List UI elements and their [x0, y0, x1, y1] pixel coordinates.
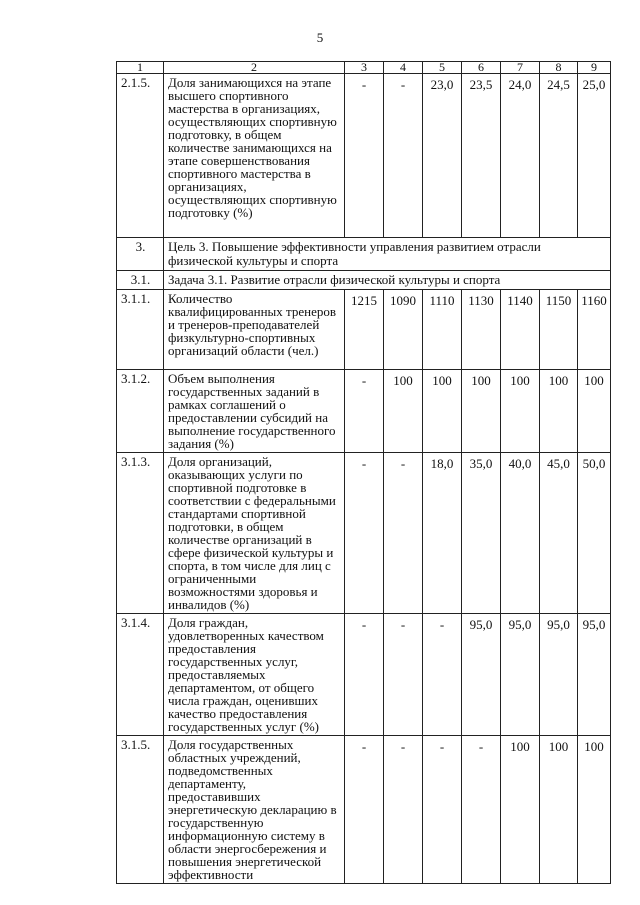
- header-cell: 5: [423, 62, 462, 74]
- value-cell: 100: [462, 370, 501, 453]
- value-cell: -: [384, 736, 423, 884]
- value-cell: 100: [540, 736, 578, 884]
- indicator-name: Доля граждан, удовлетворенных качеством предоставления государственных услуг, предоставляемых департаментом, от общего числа граждан, оценивших качество предоставления государственных услуг (%): [164, 614, 345, 736]
- header-cell: 9: [578, 62, 611, 74]
- value-cell: 100: [501, 370, 540, 453]
- row-number: 3.1.4.: [117, 614, 164, 736]
- value-cell: -: [384, 453, 423, 614]
- value-cell: 1160: [578, 290, 611, 370]
- page-number: 5: [316, 30, 324, 45]
- value-cell: 23,5: [462, 74, 501, 238]
- header-cell: 4: [384, 62, 423, 74]
- value-cell: 1150: [540, 290, 578, 370]
- value-cell: 100: [423, 370, 462, 453]
- value-cell: 1215: [345, 290, 384, 370]
- value-cell: -: [384, 614, 423, 736]
- indicator-name: Объем выполнения государственных заданий в рамках соглашений о предоставлении субсидий на выполнение государственного задания (%): [164, 370, 345, 453]
- indicator-name: Доля организаций, оказывающих услуги по спортивной подготовке в соответствии с федеральными стандартами спортивной подготовки, в общем количестве организаций в сфере физической культуры и спорта, в том числе для лиц с ограниченными возможностями здоровья и инвалидов (%): [164, 453, 345, 614]
- table-row: [117, 614, 611, 736]
- value-cell: 24,5: [540, 74, 578, 238]
- value-cell: 35,0: [462, 453, 501, 614]
- header-cell: 8: [540, 62, 578, 74]
- value-cell: 40,0: [501, 453, 540, 614]
- table-row: [117, 290, 611, 370]
- value-cell: 95,0: [462, 614, 501, 736]
- value-cell: -: [423, 614, 462, 736]
- table-row: [117, 453, 611, 614]
- value-cell: -: [345, 614, 384, 736]
- value-cell: 1090: [384, 290, 423, 370]
- table-row: [117, 370, 611, 453]
- row-number: 3.1.3.: [117, 453, 164, 614]
- value-cell: 95,0: [501, 614, 540, 736]
- value-cell: -: [345, 370, 384, 453]
- table-header-row: [117, 62, 611, 74]
- value-cell: 95,0: [578, 614, 611, 736]
- value-cell: 100: [578, 736, 611, 884]
- value-cell: 1140: [501, 290, 540, 370]
- header-cell: 2: [164, 62, 345, 74]
- indicator-name: Количество квалифицированных тренеров и тренеров-преподавателей физкультурно-спортивных организаций области (чел.): [164, 290, 345, 370]
- section-row: [117, 271, 611, 290]
- row-number: 3.1.2.: [117, 370, 164, 453]
- section-title: Задача 3.1. Развитие отрасли физической культуры и спорта: [164, 271, 611, 290]
- table-row: [117, 736, 611, 884]
- row-number: 3.1.1.: [117, 290, 164, 370]
- row-number: 2.1.5.: [117, 74, 164, 238]
- value-cell: 100: [384, 370, 423, 453]
- header-cell: 7: [501, 62, 540, 74]
- value-cell: -: [462, 736, 501, 884]
- row-number: 3.1.5.: [117, 736, 164, 884]
- value-cell: 100: [501, 736, 540, 884]
- value-cell: -: [345, 453, 384, 614]
- header-cell: 6: [462, 62, 501, 74]
- section-title: Цель 3. Повышение эффективности управления развитием отрасли физической культуры и спорта: [164, 238, 611, 271]
- value-cell: 25,0: [578, 74, 611, 238]
- header-cell: 1: [117, 62, 164, 74]
- value-cell: 24,0: [501, 74, 540, 238]
- row-number: 3.: [117, 238, 164, 271]
- value-cell: 18,0: [423, 453, 462, 614]
- value-cell: 1130: [462, 290, 501, 370]
- value-cell: -: [423, 736, 462, 884]
- value-cell: -: [384, 74, 423, 238]
- table-row: [117, 74, 611, 238]
- value-cell: 100: [540, 370, 578, 453]
- value-cell: 45,0: [540, 453, 578, 614]
- value-cell: 95,0: [540, 614, 578, 736]
- indicator-name: Доля занимающихся на этапе высшего спортивного мастерства в организациях, осуществляющих спортивную подготовку, в общем количестве занимающихся на этапе совершенствования спортивного мастерства в организациях, осуществляющих спортивную подготовку (%): [164, 74, 345, 238]
- value-cell: 100: [578, 370, 611, 453]
- indicator-name: Доля государственных областных учреждений, подведомственных департаменту, предоставивших энергетическую декларацию в государственную информационную систему в области энергосбережения и повышения энергетической эффективности: [164, 736, 345, 884]
- value-cell: 50,0: [578, 453, 611, 614]
- section-row: [117, 238, 611, 271]
- value-cell: 23,0: [423, 74, 462, 238]
- value-cell: -: [345, 736, 384, 884]
- value-cell: 1110: [423, 290, 462, 370]
- value-cell: -: [345, 74, 384, 238]
- indicators-table: [116, 61, 611, 884]
- row-number: 3.1.: [117, 271, 164, 290]
- header-cell: 3: [345, 62, 384, 74]
